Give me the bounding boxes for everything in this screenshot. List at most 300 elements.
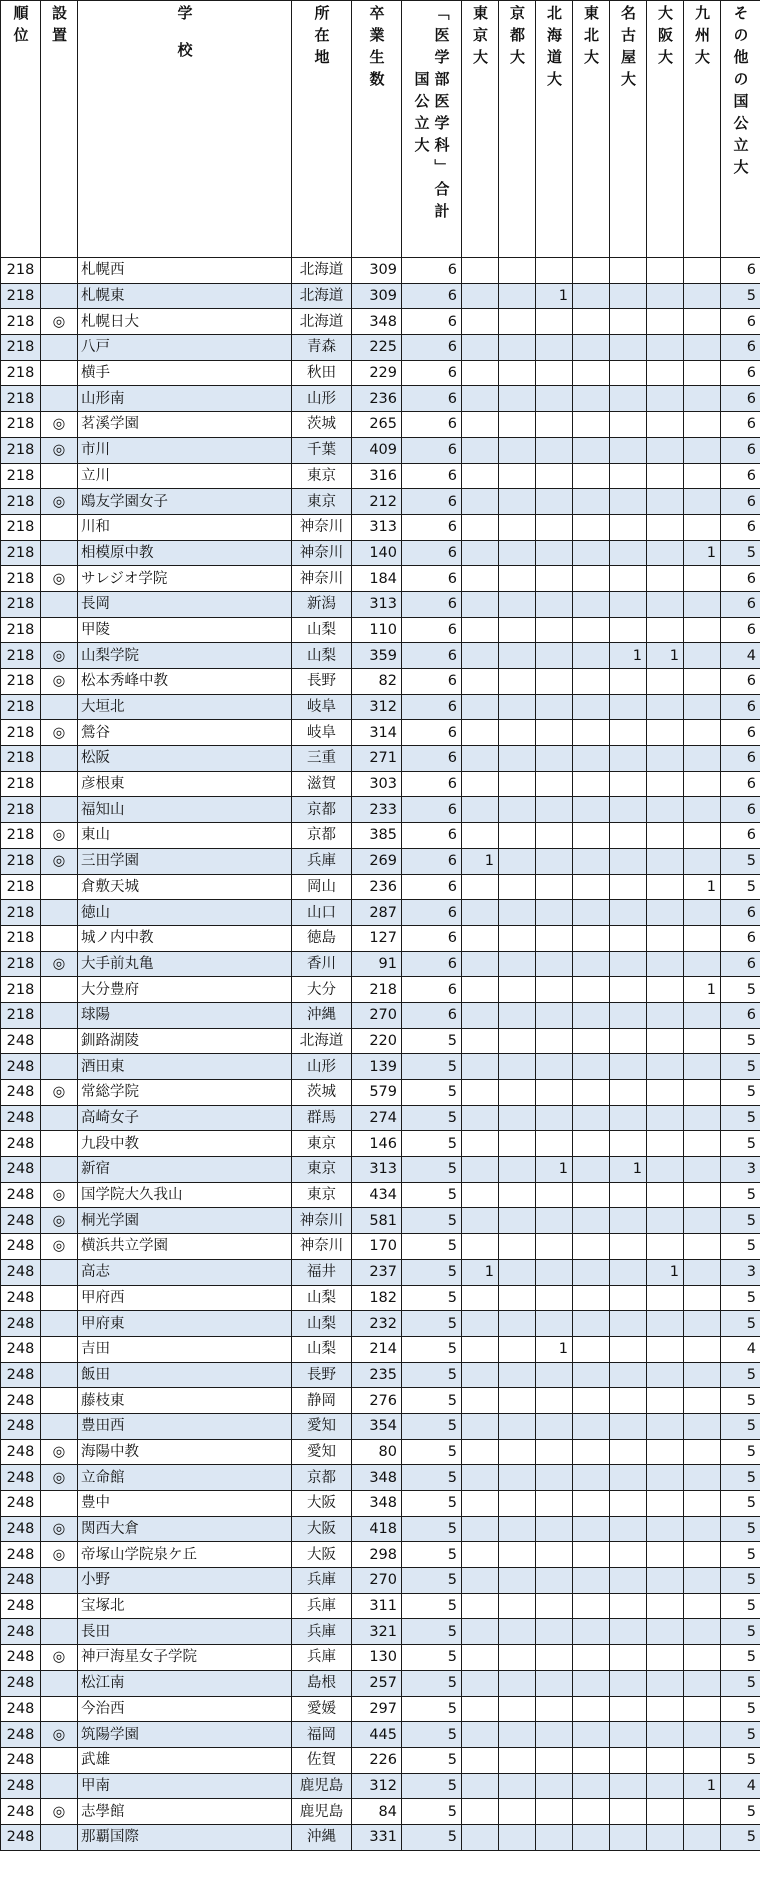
cell-school: 札幌西 [78, 258, 292, 284]
cell-graduates: 359 [352, 643, 402, 669]
cell-rank: 248 [1, 1028, 41, 1054]
cell-kyushu [684, 1722, 721, 1748]
cell-kyushu [684, 900, 721, 926]
cell-other: 5 [721, 1413, 760, 1439]
cell-location: 東京 [292, 463, 352, 489]
cell-type [41, 1773, 78, 1799]
cell-graduates: 182 [352, 1285, 402, 1311]
cell-osaka [647, 412, 684, 438]
cell-graduates: 140 [352, 540, 402, 566]
cell-graduates: 229 [352, 360, 402, 386]
cell-kyoto [499, 1080, 536, 1106]
cell-school: 国学院大久我山 [78, 1182, 292, 1208]
cell-tokyo [462, 1285, 499, 1311]
cell-hokkaido [536, 386, 573, 412]
cell-type [41, 771, 78, 797]
cell-graduates: 127 [352, 925, 402, 951]
cell-location: 兵庫 [292, 1568, 352, 1594]
cell-rank: 248 [1, 1568, 41, 1594]
cell-other: 6 [721, 746, 760, 772]
cell-graduates: 110 [352, 617, 402, 643]
cell-tokyo [462, 797, 499, 823]
cell-osaka [647, 1619, 684, 1645]
cell-kyoto [499, 1696, 536, 1722]
cell-rank: 218 [1, 514, 41, 540]
cell-school: 筑陽学園 [78, 1722, 292, 1748]
cell-kyoto [499, 1747, 536, 1773]
cell-graduates: 130 [352, 1645, 402, 1671]
header-kyoto: 京都大 [499, 1, 536, 258]
cell-hokkaido [536, 1028, 573, 1054]
cell-type: ◎ [41, 566, 78, 592]
cell-tokyo [462, 386, 499, 412]
cell-hokkaido [536, 258, 573, 284]
cell-location: 兵庫 [292, 1619, 352, 1645]
cell-kyushu [684, 925, 721, 951]
cell-kyushu [684, 283, 721, 309]
cell-type [41, 1002, 78, 1028]
cell-nagoya [610, 797, 647, 823]
cell-osaka [647, 669, 684, 695]
cell-graduates: 237 [352, 1259, 402, 1285]
cell-nagoya [610, 1491, 647, 1517]
cell-rank: 218 [1, 540, 41, 566]
cell-kyoto [499, 1028, 536, 1054]
cell-graduates: 579 [352, 1080, 402, 1106]
cell-school: 関西大倉 [78, 1516, 292, 1542]
cell-total: 5 [402, 1619, 462, 1645]
cell-total: 6 [402, 925, 462, 951]
cell-osaka [647, 1208, 684, 1234]
cell-kyushu [684, 1747, 721, 1773]
cell-location: 山形 [292, 1054, 352, 1080]
cell-kyoto [499, 1670, 536, 1696]
cell-other: 5 [721, 1799, 760, 1825]
cell-rank: 248 [1, 1542, 41, 1568]
cell-hokkaido [536, 566, 573, 592]
cell-kyushu [684, 669, 721, 695]
cell-location: 茨城 [292, 1080, 352, 1106]
cell-total: 5 [402, 1593, 462, 1619]
cell-kyoto [499, 1208, 536, 1234]
cell-school: 甲府西 [78, 1285, 292, 1311]
cell-hokkaido [536, 1670, 573, 1696]
cell-kyushu: 1 [684, 874, 721, 900]
cell-nagoya [610, 1696, 647, 1722]
cell-location: 神奈川 [292, 540, 352, 566]
cell-kyoto [499, 1568, 536, 1594]
cell-graduates: 313 [352, 514, 402, 540]
cell-other: 5 [721, 1362, 760, 1388]
cell-total: 5 [402, 1465, 462, 1491]
cell-location: 千葉 [292, 437, 352, 463]
cell-school: 那覇国際 [78, 1824, 292, 1850]
table-row [1, 925, 760, 951]
cell-total: 5 [402, 1028, 462, 1054]
cell-kyushu [684, 720, 721, 746]
cell-rank: 248 [1, 1234, 41, 1260]
cell-location: 神奈川 [292, 566, 352, 592]
header-graduates: 卒業生数 [352, 1, 402, 258]
cell-other: 4 [721, 643, 760, 669]
cell-tokyo [462, 1208, 499, 1234]
cell-other: 6 [721, 514, 760, 540]
cell-tokyo [462, 1157, 499, 1183]
cell-total: 6 [402, 746, 462, 772]
cell-other: 5 [721, 1285, 760, 1311]
cell-school: 甲府東 [78, 1311, 292, 1337]
table-row [1, 1157, 760, 1183]
cell-tokyo [462, 463, 499, 489]
cell-osaka [647, 1722, 684, 1748]
cell-location: 沖縄 [292, 1002, 352, 1028]
cell-tohoku [573, 848, 610, 874]
cell-nagoya [610, 1131, 647, 1157]
cell-kyushu [684, 437, 721, 463]
header-nagoya: 名古屋大 [610, 1, 647, 258]
cell-tohoku [573, 669, 610, 695]
cell-other: 6 [721, 720, 760, 746]
cell-hokkaido [536, 1259, 573, 1285]
cell-type [41, 1593, 78, 1619]
cell-other: 5 [721, 1568, 760, 1594]
cell-kyoto [499, 514, 536, 540]
cell-total: 5 [402, 1722, 462, 1748]
cell-tokyo [462, 1799, 499, 1825]
cell-graduates: 331 [352, 1824, 402, 1850]
table-row [1, 1388, 760, 1414]
cell-tohoku [573, 1542, 610, 1568]
cell-type [41, 617, 78, 643]
cell-kyushu [684, 1054, 721, 1080]
cell-hokkaido [536, 848, 573, 874]
cell-type [41, 1568, 78, 1594]
cell-hokkaido [536, 720, 573, 746]
cell-location: 神奈川 [292, 1208, 352, 1234]
cell-graduates: 385 [352, 823, 402, 849]
cell-total: 6 [402, 617, 462, 643]
cell-graduates: 236 [352, 386, 402, 412]
cell-location: 神奈川 [292, 514, 352, 540]
cell-osaka [647, 1696, 684, 1722]
cell-rank: 218 [1, 977, 41, 1003]
cell-school: 三田学園 [78, 848, 292, 874]
cell-hokkaido [536, 771, 573, 797]
cell-kyushu [684, 1157, 721, 1183]
cell-tohoku [573, 1336, 610, 1362]
cell-kyoto [499, 797, 536, 823]
cell-other: 6 [721, 258, 760, 284]
cell-osaka: 1 [647, 643, 684, 669]
cell-kyushu [684, 1696, 721, 1722]
cell-location: 山梨 [292, 1336, 352, 1362]
cell-nagoya [610, 1362, 647, 1388]
cell-tokyo [462, 1722, 499, 1748]
cell-hokkaido [536, 1080, 573, 1106]
cell-tohoku [573, 1465, 610, 1491]
cell-tohoku [573, 514, 610, 540]
cell-hokkaido [536, 489, 573, 515]
cell-location: 鹿児島 [292, 1773, 352, 1799]
cell-tokyo [462, 900, 499, 926]
cell-type [41, 1054, 78, 1080]
cell-osaka [647, 437, 684, 463]
cell-type [41, 1824, 78, 1850]
cell-nagoya [610, 1670, 647, 1696]
cell-graduates: 316 [352, 463, 402, 489]
cell-total: 5 [402, 1542, 462, 1568]
cell-kyoto [499, 489, 536, 515]
cell-tohoku [573, 977, 610, 1003]
cell-graduates: 354 [352, 1413, 402, 1439]
cell-hokkaido [536, 1568, 573, 1594]
cell-location: 京都 [292, 823, 352, 849]
cell-location: 山口 [292, 900, 352, 926]
table-row [1, 1542, 760, 1568]
cell-hokkaido [536, 694, 573, 720]
cell-nagoya [610, 463, 647, 489]
cell-tohoku [573, 335, 610, 361]
table-row [1, 1568, 760, 1594]
cell-hokkaido [536, 1388, 573, 1414]
cell-tohoku [573, 1670, 610, 1696]
header-location: 所在地 [292, 1, 352, 258]
cell-kyushu [684, 1645, 721, 1671]
table-row [1, 1824, 760, 1850]
cell-tohoku [573, 1362, 610, 1388]
cell-tokyo [462, 1670, 499, 1696]
cell-total: 6 [402, 1002, 462, 1028]
cell-school: 松阪 [78, 746, 292, 772]
cell-rank: 248 [1, 1516, 41, 1542]
cell-kyoto [499, 1105, 536, 1131]
cell-type [41, 360, 78, 386]
cell-rank: 248 [1, 1208, 41, 1234]
cell-other: 5 [721, 1696, 760, 1722]
cell-type [41, 1362, 78, 1388]
cell-nagoya [610, 437, 647, 463]
cell-graduates: 257 [352, 1670, 402, 1696]
cell-tohoku [573, 1516, 610, 1542]
cell-tokyo [462, 1619, 499, 1645]
table-row [1, 566, 760, 592]
cell-hokkaido [536, 463, 573, 489]
cell-hokkaido [536, 1131, 573, 1157]
cell-type: ◎ [41, 1516, 78, 1542]
cell-other: 6 [721, 900, 760, 926]
cell-type [41, 1491, 78, 1517]
cell-type [41, 797, 78, 823]
cell-osaka [647, 463, 684, 489]
cell-rank: 248 [1, 1747, 41, 1773]
cell-school: 飯田 [78, 1362, 292, 1388]
cell-tohoku [573, 1824, 610, 1850]
table-row [1, 437, 760, 463]
cell-tokyo [462, 925, 499, 951]
cell-tohoku [573, 1259, 610, 1285]
cell-kyoto [499, 540, 536, 566]
cell-hokkaido [536, 823, 573, 849]
cell-location: 山梨 [292, 617, 352, 643]
cell-total: 5 [402, 1568, 462, 1594]
cell-other: 6 [721, 386, 760, 412]
cell-type [41, 1259, 78, 1285]
cell-tohoku [573, 591, 610, 617]
cell-tokyo [462, 283, 499, 309]
cell-location: 兵庫 [292, 1593, 352, 1619]
cell-location: 大阪 [292, 1542, 352, 1568]
cell-tokyo [462, 1105, 499, 1131]
cell-school: サレジオ学院 [78, 566, 292, 592]
cell-kyoto [499, 925, 536, 951]
cell-tohoku [573, 771, 610, 797]
cell-hokkaido [536, 1824, 573, 1850]
cell-rank: 248 [1, 1491, 41, 1517]
table-row [1, 617, 760, 643]
cell-kyoto [499, 463, 536, 489]
cell-nagoya [610, 694, 647, 720]
cell-tohoku [573, 1105, 610, 1131]
cell-location: 山梨 [292, 1311, 352, 1337]
cell-nagoya [610, 514, 647, 540]
cell-rank: 248 [1, 1080, 41, 1106]
cell-location: 東京 [292, 1182, 352, 1208]
cell-kyoto [499, 309, 536, 335]
cell-tohoku [573, 1157, 610, 1183]
cell-tohoku [573, 1439, 610, 1465]
cell-nagoya [610, 925, 647, 951]
cell-osaka [647, 1388, 684, 1414]
cell-other: 4 [721, 1773, 760, 1799]
cell-type: ◎ [41, 1439, 78, 1465]
cell-graduates: 218 [352, 977, 402, 1003]
cell-rank: 248 [1, 1799, 41, 1825]
cell-location: 北海道 [292, 309, 352, 335]
cell-graduates: 82 [352, 669, 402, 695]
cell-osaka [647, 386, 684, 412]
cell-nagoya [610, 1542, 647, 1568]
table-row [1, 1619, 760, 1645]
cell-total: 5 [402, 1080, 462, 1106]
cell-nagoya [610, 1516, 647, 1542]
cell-kyushu [684, 1670, 721, 1696]
cell-type: ◎ [41, 951, 78, 977]
cell-other: 5 [721, 1054, 760, 1080]
cell-school: 茗溪学園 [78, 412, 292, 438]
cell-other: 5 [721, 1747, 760, 1773]
table-row [1, 1670, 760, 1696]
cell-rank: 248 [1, 1362, 41, 1388]
cell-total: 5 [402, 1131, 462, 1157]
cell-school: 彦根東 [78, 771, 292, 797]
cell-tohoku [573, 566, 610, 592]
cell-location: 静岡 [292, 1388, 352, 1414]
header-row [1, 1, 760, 258]
cell-kyoto [499, 1824, 536, 1850]
cell-school: 高崎女子 [78, 1105, 292, 1131]
cell-kyoto [499, 1773, 536, 1799]
cell-type [41, 386, 78, 412]
cell-kyushu [684, 1028, 721, 1054]
cell-kyushu [684, 335, 721, 361]
cell-other: 5 [721, 1593, 760, 1619]
cell-hokkaido [536, 643, 573, 669]
cell-osaka [647, 1080, 684, 1106]
cell-graduates: 321 [352, 1619, 402, 1645]
cell-kyoto [499, 1285, 536, 1311]
cell-osaka [647, 771, 684, 797]
cell-total: 6 [402, 386, 462, 412]
cell-location: 岡山 [292, 874, 352, 900]
cell-graduates: 225 [352, 335, 402, 361]
table-row [1, 1259, 760, 1285]
cell-kyoto [499, 283, 536, 309]
cell-type: ◎ [41, 1645, 78, 1671]
cell-hokkaido [536, 1465, 573, 1491]
cell-total: 5 [402, 1388, 462, 1414]
cell-kyoto [499, 1645, 536, 1671]
cell-total: 5 [402, 1182, 462, 1208]
cell-type: ◎ [41, 489, 78, 515]
table-row [1, 1799, 760, 1825]
cell-location: 京都 [292, 1465, 352, 1491]
cell-graduates: 348 [352, 1465, 402, 1491]
cell-school: 倉敷天城 [78, 874, 292, 900]
cell-tohoku [573, 1080, 610, 1106]
cell-hokkaido [536, 360, 573, 386]
cell-type: ◎ [41, 412, 78, 438]
cell-tokyo [462, 540, 499, 566]
cell-osaka [647, 694, 684, 720]
cell-school: 吉田 [78, 1336, 292, 1362]
cell-school: 山梨学院 [78, 643, 292, 669]
cell-other: 5 [721, 1080, 760, 1106]
cell-school: 小野 [78, 1568, 292, 1594]
cell-rank: 248 [1, 1439, 41, 1465]
cell-tohoku [573, 386, 610, 412]
cell-location: 山梨 [292, 643, 352, 669]
cell-nagoya: 1 [610, 1157, 647, 1183]
cell-rank: 218 [1, 746, 41, 772]
cell-graduates: 409 [352, 437, 402, 463]
cell-other: 6 [721, 360, 760, 386]
cell-nagoya [610, 669, 647, 695]
header-tohoku: 東北大 [573, 1, 610, 258]
cell-tohoku [573, 874, 610, 900]
cell-type [41, 591, 78, 617]
cell-kyushu [684, 1002, 721, 1028]
cell-total: 5 [402, 1670, 462, 1696]
cell-hokkaido [536, 1208, 573, 1234]
table-header [1, 1, 760, 258]
cell-tokyo [462, 643, 499, 669]
cell-graduates: 270 [352, 1002, 402, 1028]
cell-rank: 218 [1, 412, 41, 438]
cell-tohoku [573, 437, 610, 463]
cell-kyushu [684, 1105, 721, 1131]
cell-kyushu: 1 [684, 540, 721, 566]
cell-tokyo [462, 1542, 499, 1568]
cell-tohoku [573, 797, 610, 823]
cell-kyushu [684, 746, 721, 772]
cell-school: 帝塚山学院泉ケ丘 [78, 1542, 292, 1568]
table-row [1, 746, 760, 772]
cell-school: 甲陵 [78, 617, 292, 643]
cell-other: 5 [721, 1645, 760, 1671]
cell-tokyo [462, 771, 499, 797]
cell-school: 宝塚北 [78, 1593, 292, 1619]
cell-total: 6 [402, 514, 462, 540]
